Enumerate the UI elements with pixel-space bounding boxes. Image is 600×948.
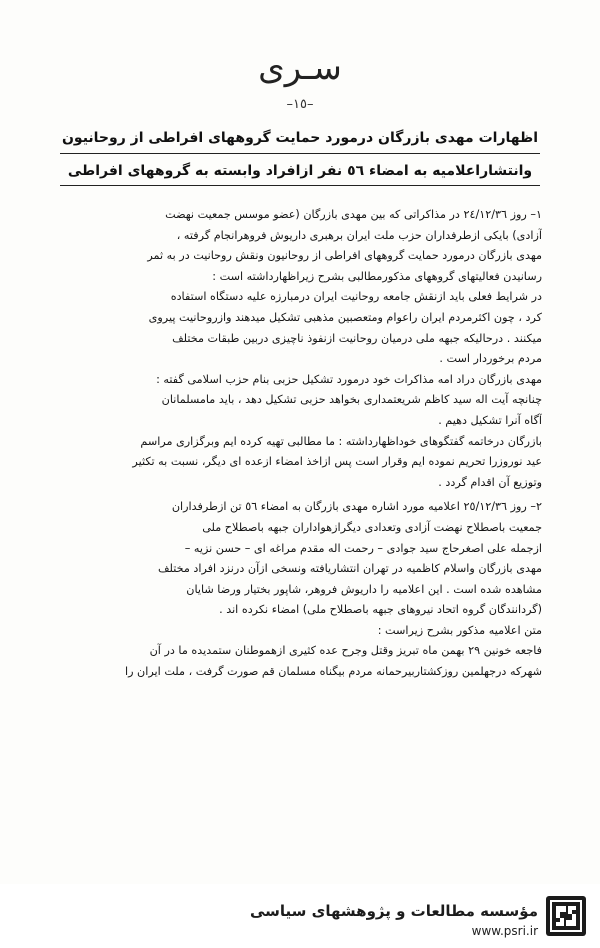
title-line-1: اظهارات مهدی بازرگان درمورد حمایت گروههای افراطی از روحانیون bbox=[60, 125, 540, 154]
body-line: در شرایط فعلی باید ازنقش جامعه روحانیت ایران درمبارزه علیه دستگاه استفاده bbox=[170, 290, 542, 304]
body-line: بازرگان درخاتمه گفتگوهای خوداظهارداشته : ما مطالبی تهیه کرده ایم وبرگزاری مراسم bbox=[140, 434, 542, 448]
body-line: (گردانندگان گروه اتحاد نیروهای جبهه باصطلاح ملی) امضاء نکرده اند . bbox=[219, 603, 542, 617]
body-line: فاجعه خونین ٢٩ بهمن ماه تبریز وقتل وجرح عده کثیری ازهموطنان ستمدیده ما در آن bbox=[149, 644, 542, 658]
document-body bbox=[48, 205, 542, 683]
document-title bbox=[60, 125, 540, 186]
body-line: ١– روز ٢٤/١٢/٣٦ در مذاکراتی که بین مهدی بازرگان (عضو موسس جمعیت نهضت bbox=[165, 208, 542, 221]
institute-url[interactable]: www.psri.ir bbox=[471, 924, 538, 938]
body-line: شهرکه درجهلمین روزکشتاربیرحمانه مردم بیگناه مسلمان قم صورت گرفت ، ملت ایران را bbox=[124, 665, 542, 679]
watermark-footer bbox=[0, 884, 600, 948]
body-line: کرد ، چون اکثرمردم ایران راعوام ومتعصبین مذهبی تشکیل میدهند وازروحانیت پیروی bbox=[148, 310, 542, 324]
title-line-2: وانتشاراعلامیه به امضاء ٥٦ نفر ازافراد وابسته به گروههای افراطی bbox=[60, 158, 540, 186]
psri-logo-icon bbox=[546, 896, 586, 936]
body-line: متن اعلامیه مذکور بشرح زیراست : bbox=[377, 623, 542, 637]
body-line: آزادی) بایکی ازطرفداران حزب ملت ایران برهبری داریوش فروهرانجام گرفته ، bbox=[176, 228, 542, 242]
institute-name: مؤسسه مطالعات و پژوهشهای سیاسی bbox=[249, 902, 538, 920]
document-number: –١٥– bbox=[286, 97, 314, 112]
body-line: ٢– روز ٢٥/١٢/٣٦ اعلامیه مورد اشاره مهدی بازرگان به امضاء ٥٦ تن ازطرفداران bbox=[171, 500, 542, 514]
body-line: وتوزیع آن اقدام گردد . bbox=[438, 475, 542, 489]
body-line: مهدی بازرگان درمورد حمایت گروههای افراطی از روحانیون ونقش روحانیت در به ثمر bbox=[147, 249, 542, 263]
body-line: آگاه آنرا تشکیل دهیم . bbox=[438, 413, 542, 427]
body-line: مهدی بازرگان دراد امه مذاکرات خود درمورد تشکیل حزبی بنام حزب اسلامی گفته : bbox=[156, 372, 542, 386]
body-line: چنانچه آیت اله سید کاظم شریعتمداری بخواهد حزبی تشکیل دهد ، باید مامسلمانان bbox=[161, 393, 542, 407]
body-line: رسانیدن فعالیتهای گروههای مذکورمطالبی بشرح زیراظهارداشته است : bbox=[212, 269, 542, 283]
body-line: مشاهده شده است . این اعلامیه را داریوش فروهر، شاپور بختیار ورضا شایان bbox=[186, 582, 542, 596]
body-line: میکنند . درحالیکه جبهه ملی درمیان روحانیت ازنفوذ ناچیزی دربین طبقات مختلف bbox=[172, 331, 542, 345]
body-line: ازجمله علی اصغرحاج سید جوادی – رحمت اله مقدم مراغه ای – حسن نزیه – bbox=[184, 541, 542, 555]
classification-stamp: سـری bbox=[258, 48, 342, 88]
body-line: مهدی بازرگان واسلام کاظمیه در تهران انتشاریافته ونسخی ازآن درنزد افراد مختلف bbox=[157, 562, 542, 576]
body-line: جمعیت باصطلاح نهضت آزادی وتعدادی دیگرازهواداران جبهه باصطلاح ملی bbox=[202, 520, 542, 534]
body-line: مردم برخوردار است . bbox=[439, 352, 542, 366]
body-line: عید نوروزرا تحریم نموده ایم وقرار است پس ازاخذ امضاء ازعده ای دیگر، نسبت به تکثیر bbox=[132, 455, 542, 469]
